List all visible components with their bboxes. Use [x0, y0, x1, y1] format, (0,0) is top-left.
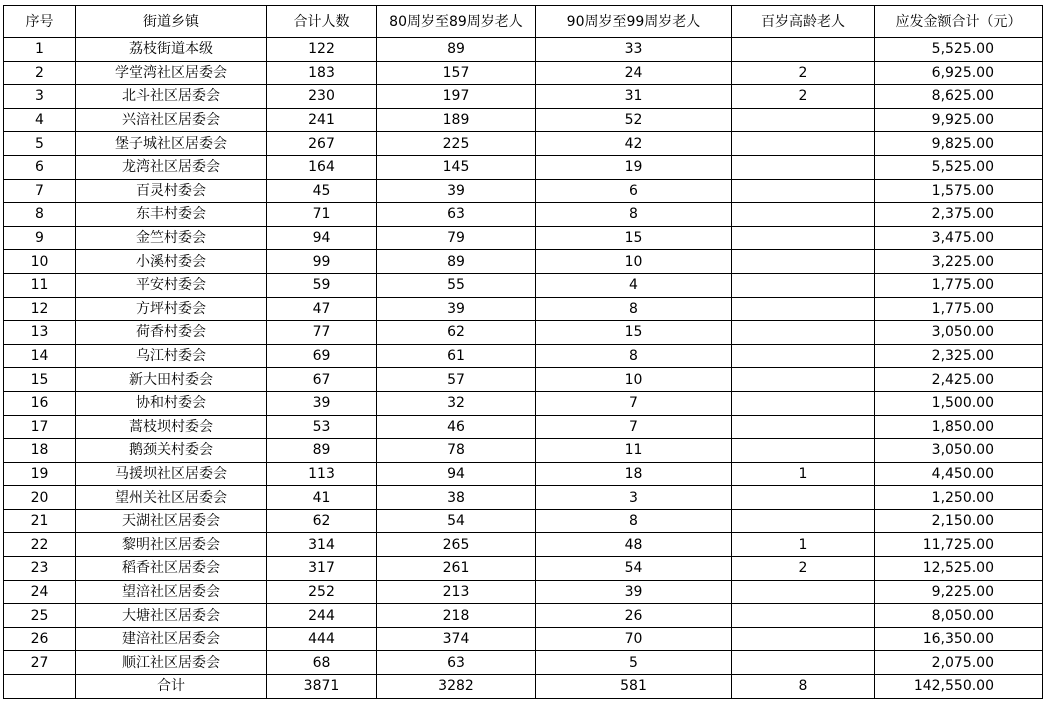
- cell-amount: 8,625.00: [875, 85, 1043, 109]
- cell-age-80-89: 78: [377, 439, 536, 463]
- table-row: [4, 61, 1043, 85]
- cell-amount: 1,250.00: [875, 486, 1043, 510]
- cell-index: 2: [4, 61, 76, 85]
- cell-age-90-99: 26: [536, 604, 732, 628]
- table-row: [4, 415, 1043, 439]
- cell-total-people: 3871: [267, 675, 377, 699]
- cell-district: 方坪村委会: [76, 297, 267, 321]
- cell-total-people: 252: [267, 580, 377, 604]
- cell-age-90-99: 11: [536, 439, 732, 463]
- cell-index: 8: [4, 203, 76, 227]
- cell-total-people: 99: [267, 250, 377, 274]
- cell-centenarians: [732, 368, 875, 392]
- cell-age-80-89: 39: [377, 297, 536, 321]
- cell-district: 金竺村委会: [76, 226, 267, 250]
- cell-index: 25: [4, 604, 76, 628]
- cell-district: 蒿枝坝村委会: [76, 415, 267, 439]
- header-age-90-99: 90周岁至99周岁老人: [536, 6, 732, 38]
- cell-age-80-89: 3282: [377, 675, 536, 699]
- cell-centenarians: [732, 580, 875, 604]
- cell-total-people: 241: [267, 108, 377, 132]
- cell-amount: 11,725.00: [875, 533, 1043, 557]
- cell-district: 协和村委会: [76, 391, 267, 415]
- cell-amount: 1,775.00: [875, 297, 1043, 321]
- cell-age-80-89: 38: [377, 486, 536, 510]
- cell-total-people: 77: [267, 321, 377, 345]
- cell-centenarians: [732, 273, 875, 297]
- cell-centenarians: [732, 226, 875, 250]
- cell-amount: 1,575.00: [875, 179, 1043, 203]
- table-row: [4, 509, 1043, 533]
- cell-district: 顺江社区居委会: [76, 651, 267, 675]
- table-row: [4, 226, 1043, 250]
- cell-centenarians: 1: [732, 462, 875, 486]
- cell-district: 学堂湾社区居委会: [76, 61, 267, 85]
- cell-total-people: 62: [267, 509, 377, 533]
- cell-amount: 5,525.00: [875, 155, 1043, 179]
- cell-total-people: 89: [267, 439, 377, 463]
- cell-amount: 6,925.00: [875, 61, 1043, 85]
- cell-age-80-89: 157: [377, 61, 536, 85]
- header-district: 街道乡镇: [76, 6, 267, 38]
- cell-age-80-89: 89: [377, 250, 536, 274]
- cell-amount: 2,075.00: [875, 651, 1043, 675]
- cell-age-90-99: 4: [536, 273, 732, 297]
- cell-index: 6: [4, 155, 76, 179]
- cell-age-90-99: 19: [536, 155, 732, 179]
- cell-centenarians: [732, 108, 875, 132]
- cell-total-people: 183: [267, 61, 377, 85]
- cell-index: 22: [4, 533, 76, 557]
- cell-age-80-89: 261: [377, 557, 536, 581]
- cell-total-people: 230: [267, 85, 377, 109]
- cell-centenarians: [732, 627, 875, 651]
- cell-amount: 2,150.00: [875, 509, 1043, 533]
- cell-age-80-89: 79: [377, 226, 536, 250]
- cell-total-people: 41: [267, 486, 377, 510]
- header-amount: 应发金额合计（元）: [875, 6, 1043, 38]
- cell-amount: 3,050.00: [875, 321, 1043, 345]
- cell-age-80-89: 197: [377, 85, 536, 109]
- cell-total-people: 94: [267, 226, 377, 250]
- cell-amount: 1,500.00: [875, 391, 1043, 415]
- cell-district: 北斗社区居委会: [76, 85, 267, 109]
- header-row: [4, 6, 1043, 38]
- cell-amount: 1,775.00: [875, 273, 1043, 297]
- table-body: [4, 38, 1043, 699]
- cell-amount: 9,825.00: [875, 132, 1043, 156]
- cell-district: 鹅颈关村委会: [76, 439, 267, 463]
- cell-age-90-99: 8: [536, 509, 732, 533]
- cell-amount: 8,050.00: [875, 604, 1043, 628]
- table-row: [4, 132, 1043, 156]
- cell-centenarians: 2: [732, 557, 875, 581]
- cell-age-90-99: 5: [536, 651, 732, 675]
- cell-total-people: 314: [267, 533, 377, 557]
- cell-age-80-89: 218: [377, 604, 536, 628]
- cell-centenarians: 8: [732, 675, 875, 699]
- cell-index: 24: [4, 580, 76, 604]
- cell-district: 小溪村委会: [76, 250, 267, 274]
- cell-amount: 1,850.00: [875, 415, 1043, 439]
- cell-district: 新大田村委会: [76, 368, 267, 392]
- cell-age-90-99: 42: [536, 132, 732, 156]
- cell-index: 16: [4, 391, 76, 415]
- cell-index: 14: [4, 344, 76, 368]
- cell-index: 20: [4, 486, 76, 510]
- cell-age-90-99: 3: [536, 486, 732, 510]
- cell-amount: 2,425.00: [875, 368, 1043, 392]
- cell-index: [4, 675, 76, 699]
- cell-age-80-89: 145: [377, 155, 536, 179]
- cell-district: 兴涪社区居委会: [76, 108, 267, 132]
- cell-total-people: 113: [267, 462, 377, 486]
- cell-age-80-89: 63: [377, 203, 536, 227]
- table-row: [4, 557, 1043, 581]
- cell-total-people: 47: [267, 297, 377, 321]
- cell-centenarians: [732, 203, 875, 227]
- cell-total-people: 164: [267, 155, 377, 179]
- cell-centenarians: [732, 179, 875, 203]
- cell-index: 23: [4, 557, 76, 581]
- cell-district: 稻香社区居委会: [76, 557, 267, 581]
- cell-age-90-99: 8: [536, 297, 732, 321]
- cell-total-people: 68: [267, 651, 377, 675]
- cell-centenarians: 1: [732, 533, 875, 557]
- cell-age-80-89: 46: [377, 415, 536, 439]
- cell-index: 1: [4, 38, 76, 62]
- cell-total-people: 122: [267, 38, 377, 62]
- cell-amount: 4,450.00: [875, 462, 1043, 486]
- cell-amount: 2,375.00: [875, 203, 1043, 227]
- cell-age-90-99: 10: [536, 250, 732, 274]
- cell-age-90-99: 48: [536, 533, 732, 557]
- cell-age-80-89: 213: [377, 580, 536, 604]
- table-row: [4, 604, 1043, 628]
- cell-age-80-89: 54: [377, 509, 536, 533]
- cell-age-90-99: 33: [536, 38, 732, 62]
- cell-district: 东丰村委会: [76, 203, 267, 227]
- table-row: [4, 344, 1043, 368]
- cell-age-80-89: 225: [377, 132, 536, 156]
- cell-age-80-89: 55: [377, 273, 536, 297]
- cell-district: 黎明社区居委会: [76, 533, 267, 557]
- cell-age-90-99: 15: [536, 321, 732, 345]
- cell-index: 7: [4, 179, 76, 203]
- cell-total-people: 67: [267, 368, 377, 392]
- table-row: [4, 651, 1043, 675]
- cell-centenarians: [732, 439, 875, 463]
- cell-centenarians: [732, 38, 875, 62]
- cell-age-90-99: 15: [536, 226, 732, 250]
- cell-centenarians: [732, 250, 875, 274]
- cell-index: 13: [4, 321, 76, 345]
- elderly-subsidy-table: [3, 5, 1043, 699]
- cell-index: 3: [4, 85, 76, 109]
- cell-total-people: 444: [267, 627, 377, 651]
- cell-amount: 9,925.00: [875, 108, 1043, 132]
- cell-index: 5: [4, 132, 76, 156]
- cell-age-80-89: 39: [377, 179, 536, 203]
- cell-district: 乌江村委会: [76, 344, 267, 368]
- cell-age-80-89: 374: [377, 627, 536, 651]
- table-row: [4, 38, 1043, 62]
- table-row: [4, 85, 1043, 109]
- cell-age-80-89: 57: [377, 368, 536, 392]
- cell-amount: 142,550.00: [875, 675, 1043, 699]
- cell-age-90-99: 6: [536, 179, 732, 203]
- cell-district: 荔枝街道本级: [76, 38, 267, 62]
- cell-age-90-99: 52: [536, 108, 732, 132]
- cell-age-80-89: 94: [377, 462, 536, 486]
- cell-district: 荷香村委会: [76, 321, 267, 345]
- cell-index: 10: [4, 250, 76, 274]
- cell-index: 21: [4, 509, 76, 533]
- cell-district: 合计: [76, 675, 267, 699]
- cell-age-80-89: 61: [377, 344, 536, 368]
- cell-centenarians: [732, 132, 875, 156]
- cell-age-80-89: 189: [377, 108, 536, 132]
- cell-district: 马援坝社区居委会: [76, 462, 267, 486]
- cell-amount: 16,350.00: [875, 627, 1043, 651]
- cell-total-people: 244: [267, 604, 377, 628]
- header-total-people: 合计人数: [267, 6, 377, 38]
- table-row: [4, 486, 1043, 510]
- cell-centenarians: [732, 604, 875, 628]
- header-centenarians: 百岁高龄老人: [732, 6, 875, 38]
- cell-centenarians: [732, 651, 875, 675]
- table-row: [4, 108, 1043, 132]
- cell-age-90-99: 10: [536, 368, 732, 392]
- cell-total-people: 53: [267, 415, 377, 439]
- cell-amount: 12,525.00: [875, 557, 1043, 581]
- cell-centenarians: [732, 321, 875, 345]
- cell-centenarians: [732, 415, 875, 439]
- cell-amount: 9,225.00: [875, 580, 1043, 604]
- cell-amount: 3,050.00: [875, 439, 1043, 463]
- cell-age-80-89: 63: [377, 651, 536, 675]
- cell-age-90-99: 581: [536, 675, 732, 699]
- cell-age-80-89: 89: [377, 38, 536, 62]
- table-row: [4, 391, 1043, 415]
- cell-age-90-99: 7: [536, 391, 732, 415]
- header-age-80-89: 80周岁至89周岁老人: [377, 6, 536, 38]
- cell-index: 26: [4, 627, 76, 651]
- table-row: [4, 368, 1043, 392]
- cell-age-80-89: 265: [377, 533, 536, 557]
- cell-district: 建涪社区居委会: [76, 627, 267, 651]
- cell-centenarians: [732, 391, 875, 415]
- table-row: [4, 627, 1043, 651]
- cell-centenarians: [732, 509, 875, 533]
- cell-centenarians: 2: [732, 61, 875, 85]
- cell-age-90-99: 39: [536, 580, 732, 604]
- cell-age-90-99: 70: [536, 627, 732, 651]
- cell-district: 望州关社区居委会: [76, 486, 267, 510]
- table-row: [4, 580, 1043, 604]
- cell-age-90-99: 54: [536, 557, 732, 581]
- cell-centenarians: 2: [732, 85, 875, 109]
- cell-total-people: 59: [267, 273, 377, 297]
- table-row: [4, 321, 1043, 345]
- cell-age-90-99: 24: [536, 61, 732, 85]
- table-row: [4, 462, 1043, 486]
- table-row: [4, 203, 1043, 227]
- cell-centenarians: [732, 155, 875, 179]
- cell-district: 龙湾社区居委会: [76, 155, 267, 179]
- table-row: [4, 179, 1043, 203]
- total-row: [4, 675, 1043, 699]
- header-index: 序号: [4, 6, 76, 38]
- cell-total-people: 267: [267, 132, 377, 156]
- table-row: [4, 439, 1043, 463]
- cell-district: 天湖社区居委会: [76, 509, 267, 533]
- cell-age-90-99: 8: [536, 203, 732, 227]
- cell-district: 平安村委会: [76, 273, 267, 297]
- cell-amount: 3,225.00: [875, 250, 1043, 274]
- cell-index: 18: [4, 439, 76, 463]
- cell-district: 望涪社区居委会: [76, 580, 267, 604]
- cell-age-80-89: 62: [377, 321, 536, 345]
- cell-age-90-99: 31: [536, 85, 732, 109]
- cell-centenarians: [732, 486, 875, 510]
- cell-age-80-89: 32: [377, 391, 536, 415]
- cell-total-people: 45: [267, 179, 377, 203]
- table-row: [4, 155, 1043, 179]
- cell-amount: 2,325.00: [875, 344, 1043, 368]
- cell-total-people: 39: [267, 391, 377, 415]
- cell-district: 百灵村委会: [76, 179, 267, 203]
- cell-index: 27: [4, 651, 76, 675]
- table-row: [4, 297, 1043, 321]
- cell-index: 9: [4, 226, 76, 250]
- cell-index: 12: [4, 297, 76, 321]
- cell-index: 15: [4, 368, 76, 392]
- cell-age-90-99: 18: [536, 462, 732, 486]
- cell-index: 17: [4, 415, 76, 439]
- cell-total-people: 69: [267, 344, 377, 368]
- cell-index: 11: [4, 273, 76, 297]
- cell-age-90-99: 7: [536, 415, 732, 439]
- cell-total-people: 317: [267, 557, 377, 581]
- cell-index: 4: [4, 108, 76, 132]
- table-row: [4, 250, 1043, 274]
- cell-total-people: 71: [267, 203, 377, 227]
- table-row: [4, 273, 1043, 297]
- cell-age-90-99: 8: [536, 344, 732, 368]
- cell-amount: 3,475.00: [875, 226, 1043, 250]
- cell-district: 大塘社区居委会: [76, 604, 267, 628]
- cell-district: 堡子城社区居委会: [76, 132, 267, 156]
- cell-amount: 5,525.00: [875, 38, 1043, 62]
- cell-centenarians: [732, 297, 875, 321]
- table-row: [4, 533, 1043, 557]
- cell-index: 19: [4, 462, 76, 486]
- cell-centenarians: [732, 344, 875, 368]
